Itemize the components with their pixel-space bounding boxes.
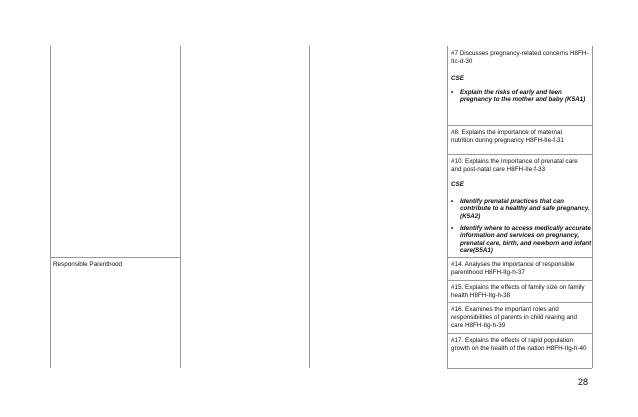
competency-17: #17. Explains the effects of rapid population growth on the health of the nation H8FH-IIg-h-40 bbox=[451, 337, 587, 352]
row-border bbox=[447, 154, 592, 155]
cse-label: CSE bbox=[451, 181, 464, 188]
topic-label: Responsible Parenthood bbox=[53, 261, 122, 268]
row-border bbox=[447, 333, 592, 334]
row-border bbox=[447, 368, 592, 369]
competency-15: #15. Explains the effects of family size on family health H8FH-IIg-h-38 bbox=[451, 284, 585, 299]
row-border bbox=[447, 302, 592, 303]
bullet-icon: • bbox=[451, 198, 454, 205]
table-border-col3 bbox=[309, 46, 310, 368]
bullet-icon: • bbox=[451, 89, 454, 96]
row-border bbox=[447, 125, 592, 126]
table-border-right bbox=[592, 46, 593, 368]
competency-14: #14. Analyses the importance of responsible parenthood H8FH-IIg-h-37 bbox=[451, 261, 575, 276]
page-number: 28 bbox=[578, 377, 589, 387]
cse-bullet-text: Identify where to access medically accurate information and services on pregnancy, prenatal care, birth, and newborn and infant care(S5A1) bbox=[460, 225, 592, 255]
cse-bullet-text: Explain the risks of early and teen pregnancy to the mother and baby (K5A1) bbox=[460, 89, 586, 104]
competency-16: #16. Examines the important roles and responsibilities of parents in child rearing and care H8FH-IIg-h-39 bbox=[451, 306, 578, 329]
cse-bullet-text: Identify prenatal practices that can contribute to a healthy and safe pregnancy. (K5A2) bbox=[460, 198, 590, 220]
competency-10: #10. Explains the importance of prenatal care and post-natal care H8FH-IIe-f-33 bbox=[451, 158, 578, 173]
competency-7: #7 Discusses pregnancy-related concerns H8FH-IIc-d-30 bbox=[451, 50, 589, 65]
bullet-icon: • bbox=[451, 225, 454, 232]
row-border-left bbox=[50, 257, 180, 258]
row-border bbox=[447, 257, 592, 258]
competency-8: #8. Explains the importance of maternal nutrition during pregnancy H8FH-IIe-f-31 bbox=[451, 129, 565, 144]
table-border-left bbox=[50, 46, 51, 368]
table-border-col4 bbox=[447, 46, 448, 368]
table-border-col2 bbox=[180, 46, 181, 368]
row-border bbox=[447, 280, 592, 281]
cse-label: CSE bbox=[451, 75, 464, 82]
